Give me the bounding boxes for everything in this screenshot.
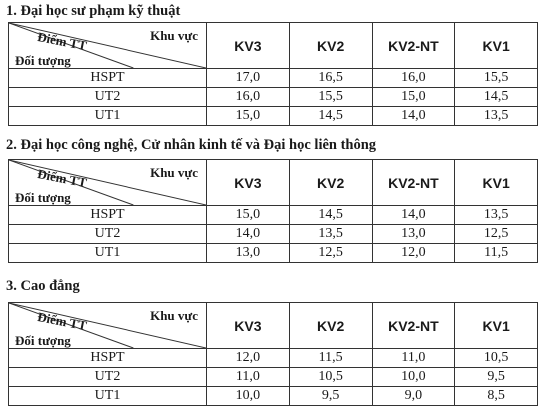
score-cell: 11,0 bbox=[372, 349, 455, 368]
score-cell: 15,0 bbox=[207, 206, 290, 225]
row-label: HSPT bbox=[9, 206, 207, 225]
score-cell: 13,0 bbox=[372, 225, 455, 244]
row-label: UT2 bbox=[9, 368, 207, 387]
column-header-kv1: KV1 bbox=[455, 160, 538, 206]
column-header-kv1: KV1 bbox=[455, 303, 538, 349]
section-title-1: 1. Đại học sư phạm kỹ thuật bbox=[6, 3, 181, 19]
score-cell: 10,5 bbox=[289, 368, 372, 387]
score-cell: 10,0 bbox=[207, 387, 290, 406]
score-cell: 12,5 bbox=[289, 244, 372, 263]
section-title-2: 2. Đại học công nghệ, Cử nhân kinh tế và Đại học liên thông bbox=[6, 137, 377, 153]
score-cell: 13,5 bbox=[455, 107, 538, 126]
table-header-row bbox=[9, 160, 538, 206]
corner-header-cell bbox=[9, 160, 207, 206]
table-row bbox=[9, 387, 538, 406]
table-header-row bbox=[9, 303, 538, 349]
score-cell: 16,0 bbox=[372, 69, 455, 88]
table-row bbox=[9, 244, 538, 263]
score-cell: 9,5 bbox=[289, 387, 372, 406]
table-header-row bbox=[9, 23, 538, 69]
score-cell: 14,5 bbox=[289, 206, 372, 225]
score-cell: 13,5 bbox=[289, 225, 372, 244]
score-cell: 17,0 bbox=[207, 69, 290, 88]
corner-area-label: Khu vực bbox=[150, 28, 198, 43]
row-label: HSPT bbox=[9, 349, 207, 368]
score-cell: 13,0 bbox=[207, 244, 290, 263]
score-cell: 14,5 bbox=[289, 107, 372, 126]
score-cell: 14,0 bbox=[372, 107, 455, 126]
column-header-kv3: KV3 bbox=[207, 23, 290, 69]
score-cell: 14,0 bbox=[372, 206, 455, 225]
section-title-3: 3. Cao đẳng bbox=[6, 278, 80, 294]
row-label: UT1 bbox=[9, 107, 207, 126]
score-cell: 9,5 bbox=[455, 368, 538, 387]
row-label: UT2 bbox=[9, 225, 207, 244]
corner-header-cell bbox=[9, 23, 207, 69]
table-row bbox=[9, 225, 538, 244]
score-cell: 11,0 bbox=[207, 368, 290, 387]
column-header-kv2-nt: KV2-NT bbox=[372, 23, 455, 69]
score-cell: 15,5 bbox=[289, 88, 372, 107]
table-row bbox=[9, 107, 538, 126]
column-header-kv2-nt: KV2-NT bbox=[372, 303, 455, 349]
score-cell: 14,5 bbox=[455, 88, 538, 107]
column-header-kv1: KV1 bbox=[455, 23, 538, 69]
score-cell: 12,5 bbox=[455, 225, 538, 244]
score-cell: 14,0 bbox=[207, 225, 290, 244]
column-header-kv2: KV2 bbox=[289, 23, 372, 69]
score-cell: 9,0 bbox=[372, 387, 455, 406]
score-table-3 bbox=[8, 302, 538, 406]
score-cell: 16,0 bbox=[207, 88, 290, 107]
corner-target-label: Đối tượng bbox=[15, 190, 71, 205]
table-row bbox=[9, 206, 538, 225]
row-label: HSPT bbox=[9, 69, 207, 88]
score-cell: 10,5 bbox=[455, 349, 538, 368]
corner-target-label: Đối tượng bbox=[15, 53, 71, 68]
score-cell: 12,0 bbox=[207, 349, 290, 368]
column-header-kv3: KV3 bbox=[207, 303, 290, 349]
table-row bbox=[9, 88, 538, 107]
row-label: UT1 bbox=[9, 387, 207, 406]
column-header-kv3: KV3 bbox=[207, 160, 290, 206]
score-cell: 15,0 bbox=[372, 88, 455, 107]
table-row bbox=[9, 69, 538, 88]
score-cell: 8,5 bbox=[455, 387, 538, 406]
column-header-kv2-nt: KV2-NT bbox=[372, 160, 455, 206]
corner-area-label: Khu vực bbox=[150, 165, 198, 180]
score-cell: 16,5 bbox=[289, 69, 372, 88]
score-table-2 bbox=[8, 159, 538, 263]
score-cell: 12,0 bbox=[372, 244, 455, 263]
score-cell: 13,5 bbox=[455, 206, 538, 225]
score-cell: 11,5 bbox=[289, 349, 372, 368]
corner-score-label: Điểm TT bbox=[36, 166, 89, 191]
table-row bbox=[9, 349, 538, 368]
column-header-kv2: KV2 bbox=[289, 160, 372, 206]
table-row bbox=[9, 368, 538, 387]
corner-header-cell bbox=[9, 303, 207, 349]
row-label: UT2 bbox=[9, 88, 207, 107]
column-header-kv2: KV2 bbox=[289, 303, 372, 349]
score-cell: 15,0 bbox=[207, 107, 290, 126]
score-cell: 10,0 bbox=[372, 368, 455, 387]
score-table-1 bbox=[8, 22, 538, 126]
corner-score-label: Điểm TT bbox=[36, 29, 89, 54]
corner-score-label: Điểm TT bbox=[36, 309, 89, 334]
corner-area-label: Khu vực bbox=[150, 308, 198, 323]
corner-target-label: Đối tượng bbox=[15, 333, 71, 348]
score-cell: 11,5 bbox=[455, 244, 538, 263]
score-cell: 15,5 bbox=[455, 69, 538, 88]
row-label: UT1 bbox=[9, 244, 207, 263]
